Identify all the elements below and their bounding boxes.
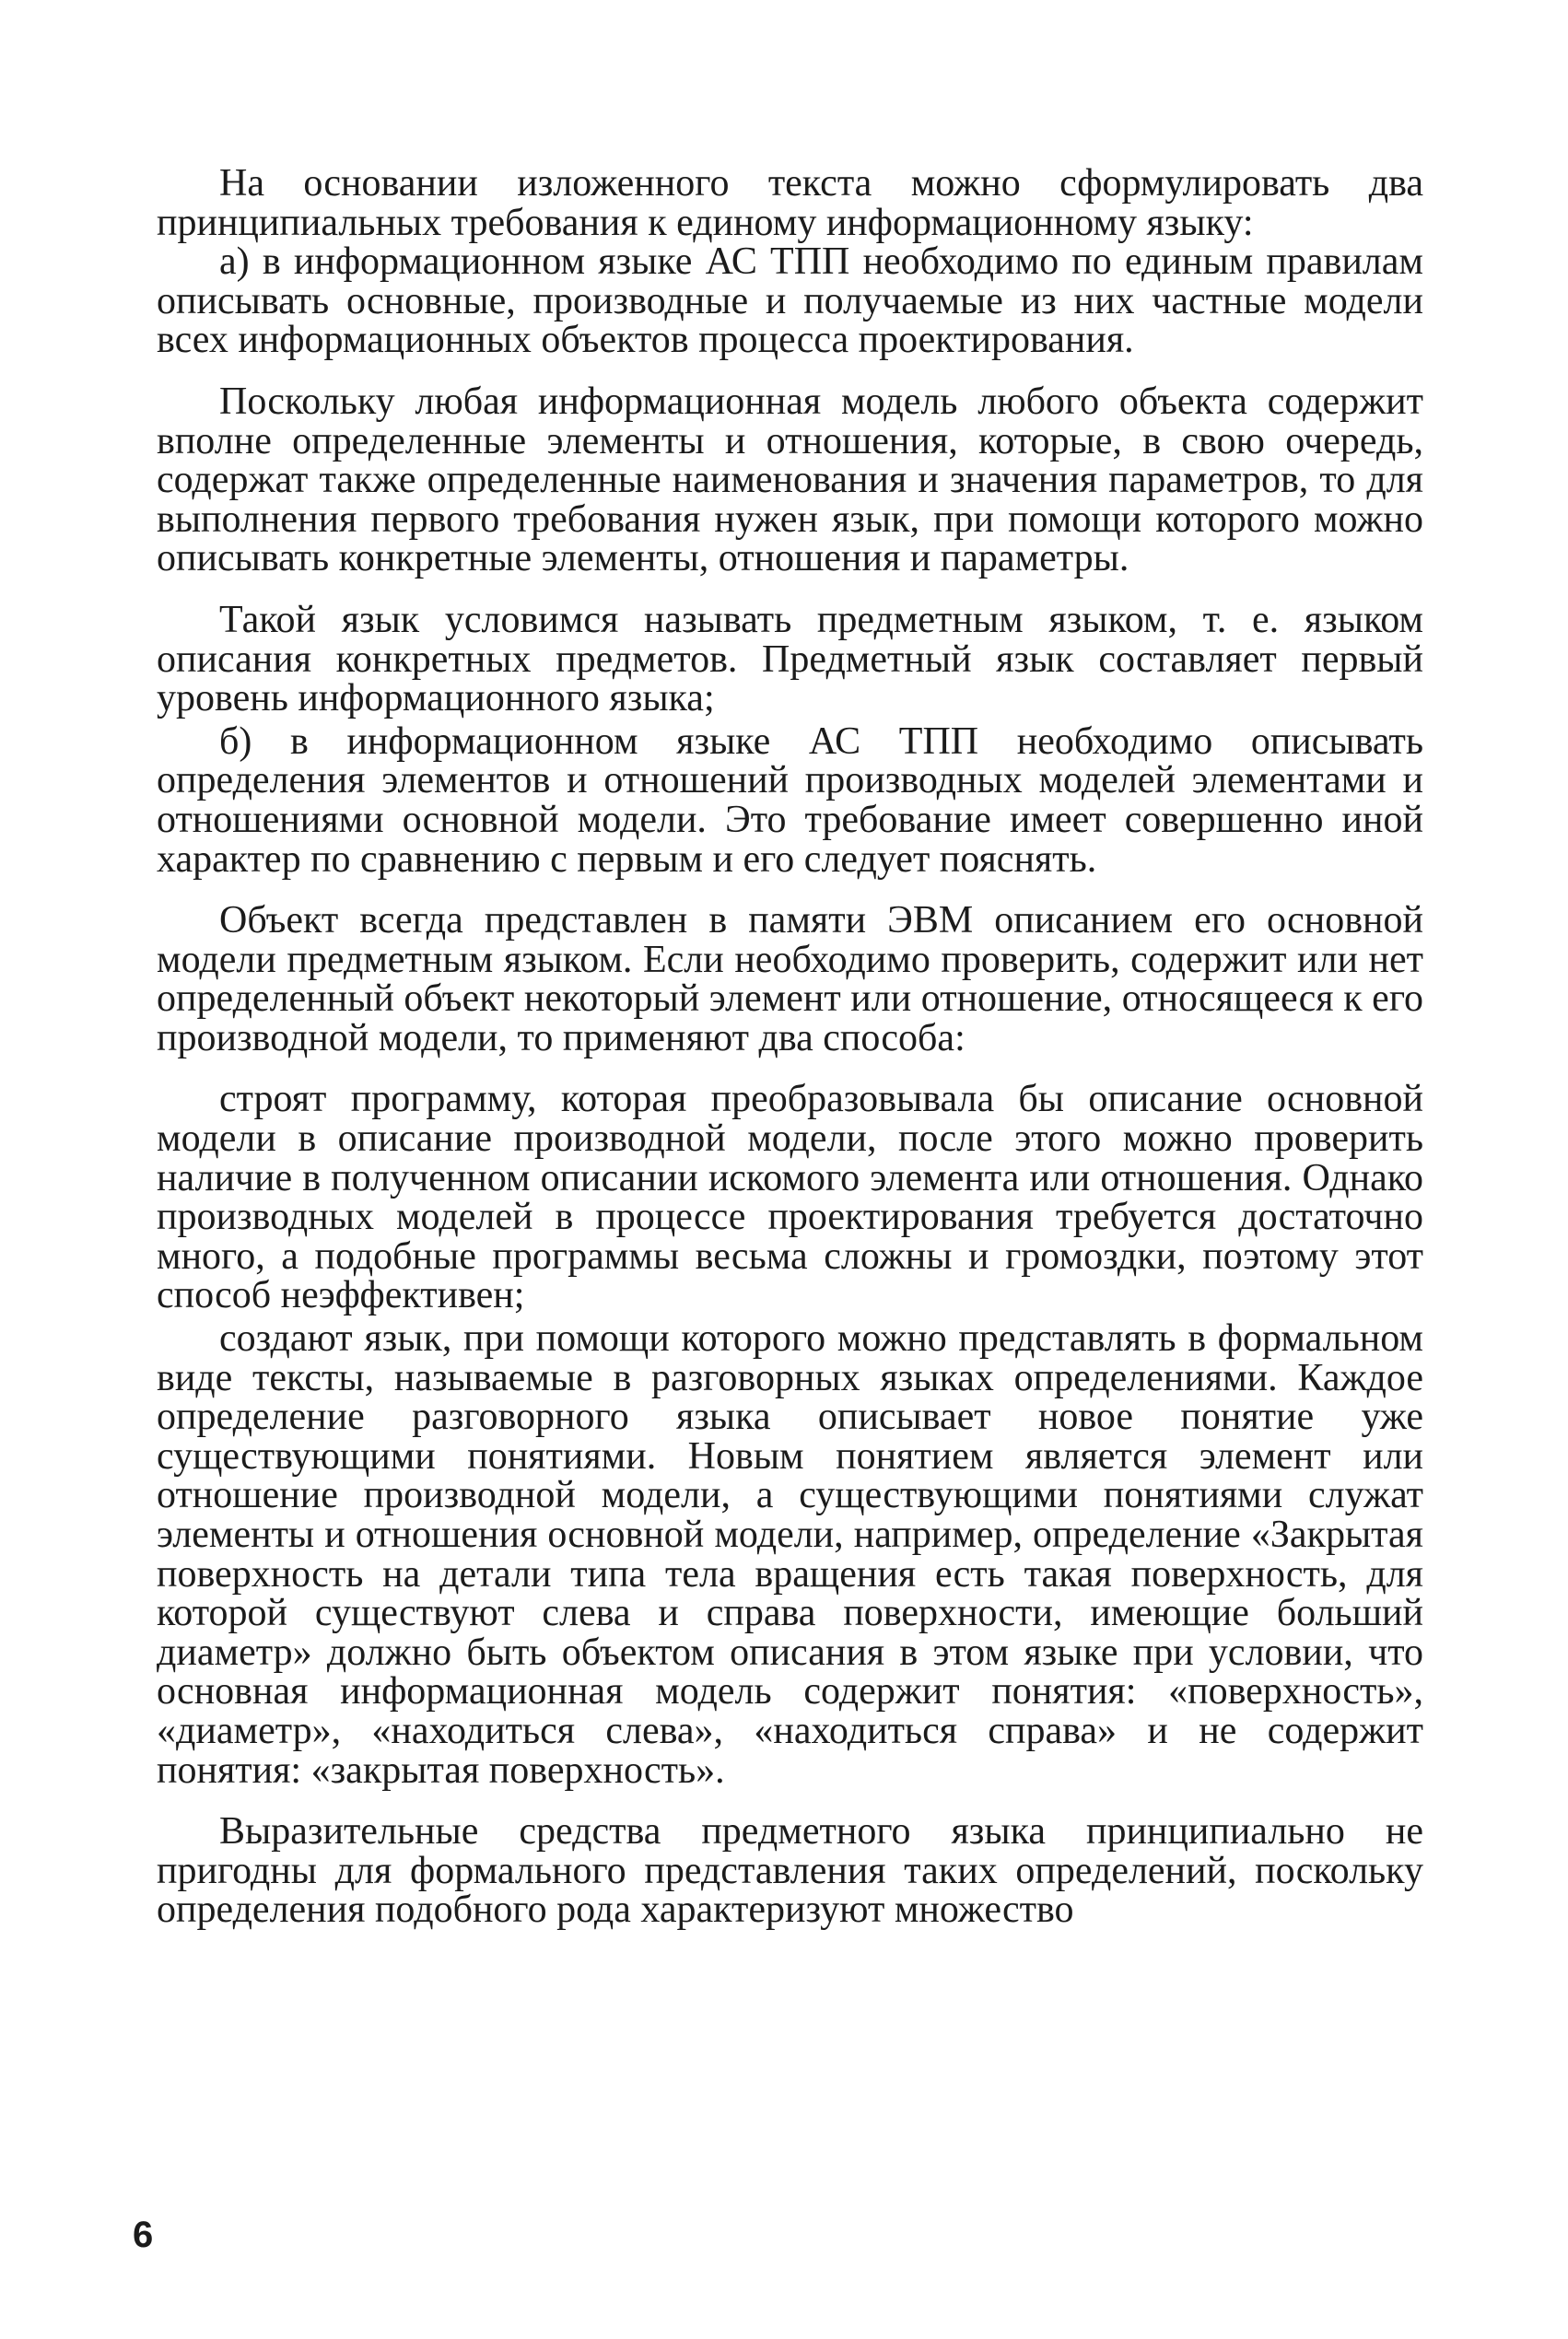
paragraph-information-model: Поскольку любая информационная модель любого объекта содержит вполне определенные элементы и отношения, которые, в свою очередь, содержат также определенные наименования и значения параметров, то для выполнения первого требования нужен язык, при помощи которого можно описывать конкретные элементы, отношения и параметры. <box>157 380 1423 580</box>
body-text <box>157 164 1423 1930</box>
paragraph-method-one: строят программу, которая преобразовывала бы описание основной модели в описание производной модели, после этого можно проверить наличие в полученном описании искомого элемента или отношения. Однако производных моделей в процессе проектирования требуется достаточно много, а подобные программы весьма сложны и громоздки, поэтому этот способ неэффективен; <box>157 1078 1423 1317</box>
paragraph-method-two: создают язык, при помощи которого можно представлять в формальном виде тексты, называемые в разговорных языках определениями. Каждое определение разговорного языка описывает новое понятие уже существующими понятиями. Новым понятием является элемент или отношение производной модели, а существующими понятиями служат элементы и отношения основной модели, например, определение «Закрытая поверхность на детали типа тела вращения есть такая поверхность, для которой существуют слева и справа поверхности, имеющие больший диаметр» должно быть объектом описания в этом языке при условии, что основная информационная модель содержит понятия: «поверхность», «диаметр», «находиться слева», «находиться справа» и не содержит понятия: «закрытая поверхность». <box>157 1317 1423 1792</box>
paragraph-subject-language: Такой язык условимся называть предметным языком, т. е. языком описания конкретных предметов. Предметный язык составляет первый уровень информационного языка; <box>157 598 1423 720</box>
paragraph-expressive-means: Выразительные средства предметного языка принципиально не пригодны для формального представления таких определений, поскольку определения подобного рода характеризуют множество <box>157 1810 1423 1932</box>
paragraph-requirement-a: а) в информационном языке АС ТПП необходимо по единым правилам описывать основные, производные и получаемые из них частные модели всех информационных объектов процесса проектирования. <box>157 240 1423 362</box>
page-number: 6 <box>133 2215 154 2255</box>
paragraph-requirement-b: б) в информационном языке АС ТПП необходимо описывать определения элементов и отношений производных моделей элементами и отношениями основной модели. Это требование имеет совершенно иной характер по сравнению с первым и его следует пояснять. <box>157 719 1423 881</box>
paragraph-object-representation: Объект всегда представлен в памяти ЭВМ описанием его основной модели предметным языком. Если необходимо проверить, содержит или нет определенный объект некоторый элемент или отношение, относящееся к его производной модели, то применяют два способа: <box>157 899 1423 1059</box>
paragraph-requirements-intro: На основании изложенного текста можно сформулировать два принципиальных требования к единому информационному языку: <box>157 162 1423 244</box>
